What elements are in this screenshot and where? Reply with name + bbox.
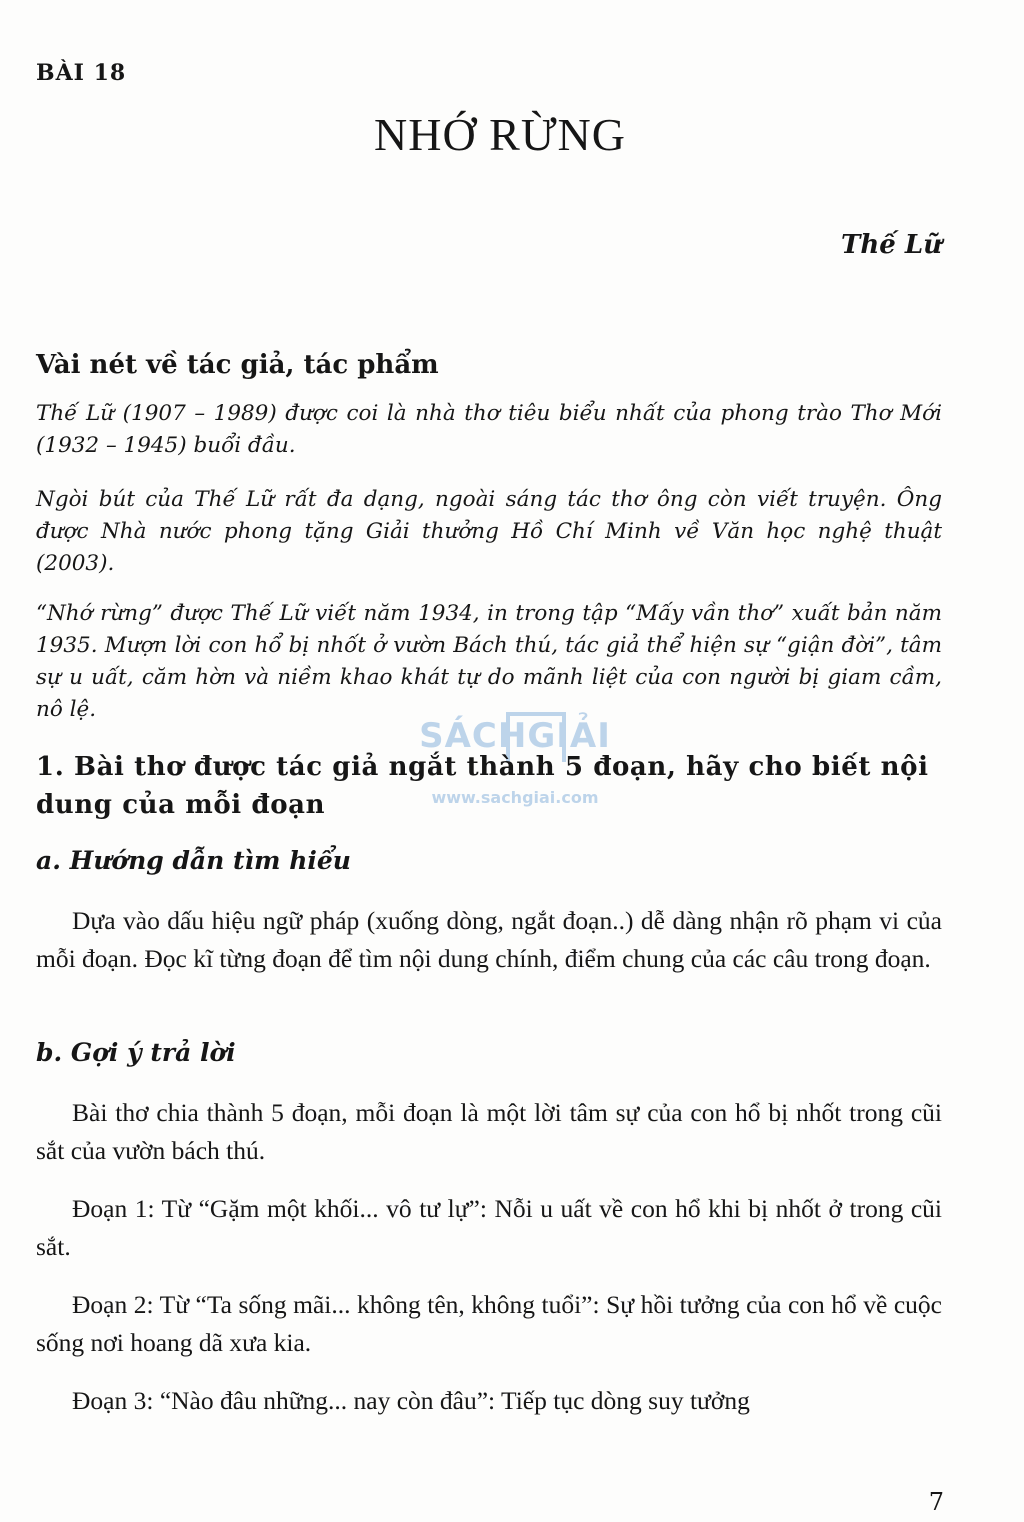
page-number: 7 <box>928 1488 944 1516</box>
question-heading: 1. Bài thơ được tác giả ngắt thành 5 đoạn, hãy cho biết nội dung của mỗi đoạn <box>36 752 929 820</box>
answer-paragraph: Đoạn 1: Từ “Gặm một khối... vô tư lự”: Nỗi u uất về con hổ khi bị nhốt ở trong cũi sắt. <box>36 1194 942 1261</box>
page-title: NHỚ RỪNG <box>374 109 626 160</box>
intro-heading: Vài nét về tác giả, tác phẩm <box>36 350 439 380</box>
answer-paragraph: Bài thơ chia thành 5 đoạn, mỗi đoạn là một lời tâm sự của con hổ bị nhốt trong cũi sắt của vườn bách thú. <box>36 1098 942 1165</box>
part-a-heading: a. Hướng dẫn tìm hiểu <box>36 846 351 875</box>
lesson-label: BÀI 18 <box>36 60 127 86</box>
intro-paragraph: Thế Lữ (1907 – 1989) được coi là nhà thơ tiêu biểu nhất của phong trào Thơ Mới (1932 – 1945) buổi đầu. <box>36 401 942 458</box>
answer-paragraph: Đoạn 2: Từ “Ta sống mãi... không tên, không tuổi”: Sự hồi tưởng của con hổ về cuộc sống nơi hoang dã xưa kia. <box>36 1290 942 1357</box>
watermark-logo: SÁCHGIẢI <box>419 716 611 756</box>
part-a-text: Dựa vào dấu hiệu ngữ pháp (xuống dòng, ngắt đoạn..) dễ dàng nhận rõ phạm vi của mỗi đoạn. Đọc kĩ từng đoạn để tìm nội dung chính, điểm chung của các câu trong đoạn. <box>36 906 942 973</box>
author-name: Thế Lữ <box>840 230 942 260</box>
answer-paragraph: Đoạn 3: “Nào đâu những... nay còn đâu”: Tiếp tục dòng suy tưởng <box>72 1386 750 1415</box>
intro-paragraph: “Nhớ rừng” được Thế Lữ viết năm 1934, in trong tập “Mấy vần thơ” xuất bản năm 1935. Mượn lời con hổ bị nhốt ở vườn Bách thú, tác giả thể hiện sự “giận đời”, tâm sự u uất, căm hờn và niềm khao khát tự do mãnh liệt của con người bị giam cầm, nô lệ. <box>36 601 942 722</box>
part-b-heading: b. Gợi ý trả lời <box>36 1038 236 1067</box>
watermark-url: www.sachgiai.com <box>431 788 599 807</box>
intro-paragraph: Ngòi bút của Thế Lữ rất đa dạng, ngoài sáng tác thơ ông còn viết truyện. Ông được Nhà nước phong tặng Giải thưởng Hồ Chí Minh về Văn học nghệ thuật (2003). <box>36 487 942 576</box>
